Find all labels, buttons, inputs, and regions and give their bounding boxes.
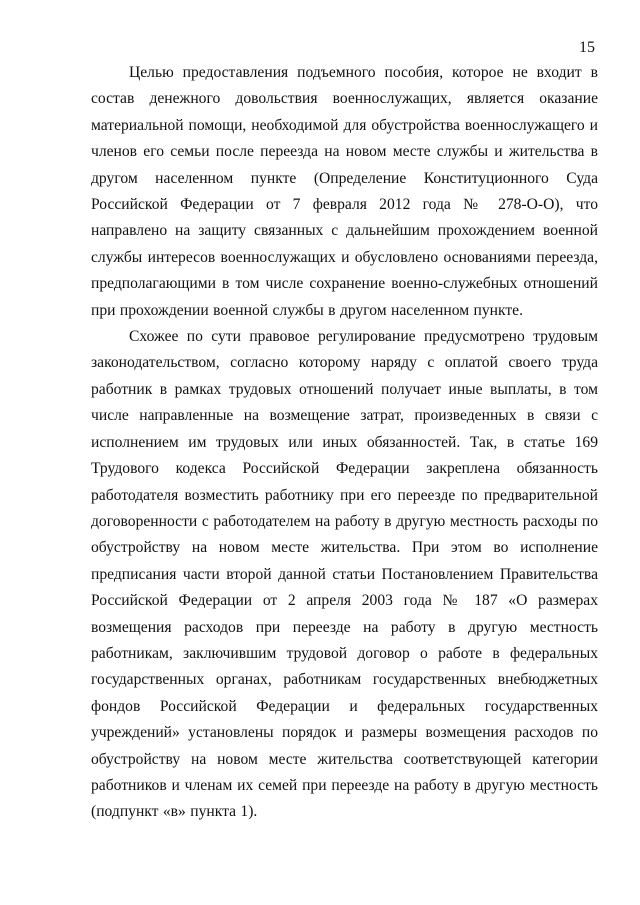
paragraph-relocation-allowance: Целью предоставления подъемного пособия, которое не входит в состав денежного довольствия военнослужащих, является оказание материальной помощи, необходимой для обустройства военнослужащего и членов его семьи после переезда на новом месте службы и жительства в другом населенном пункте (Определение Конституционного Суда Российской Федерации от 7 февраля 2012 года № 278-О-О), что направлено на защиту связанных с дальнейшим прохождением военной службы интересов военнослужащих и обусловлено основаниями переезда, предполагающими в том числе сохранение военно-служебных отношений при прохождении военной службы в другом населенном пункте. bbox=[91, 64, 598, 319]
page-number: 15 bbox=[579, 39, 595, 56]
document-body bbox=[91, 60, 598, 826]
paragraph-labor-law-analogy: Схожее по сути правовое регулирование предусмотрено трудовым законодательством, согласно которому наряду с оплатой своего труда работник в рамках трудовых отношений получает иные выплаты, в том числе направленные на возмещение затрат, произведенных в связи с исполнением им трудовых или иных обязанностей. Так, в статье 169 Трудового кодекса Российской Федерации закреплена обязанность работодателя возместить работнику при его переезде по предварительной договоренности с работодателем на работу в другую местность расходы по обустройству на новом месте жительства. При этом во исполнение предписания части второй данной статьи Постановлением Правительства Российской Федерации от 2 апреля 2003 года № 187 «О размерах возмещения расходов при переезде на работу в другую местность работникам, заключившим трудовой договор о работе в федеральных государственных органах, работникам государственных внебюджетных фондов Российской Федерации и федеральных государственных учреждений» установлены порядок и размеры возмещения расходов по обустройству на новом месте жительства соответствующей категории работников и членам их семей при переезде на работу в другую местность (подпункт «в» пункта 1). bbox=[91, 328, 598, 821]
